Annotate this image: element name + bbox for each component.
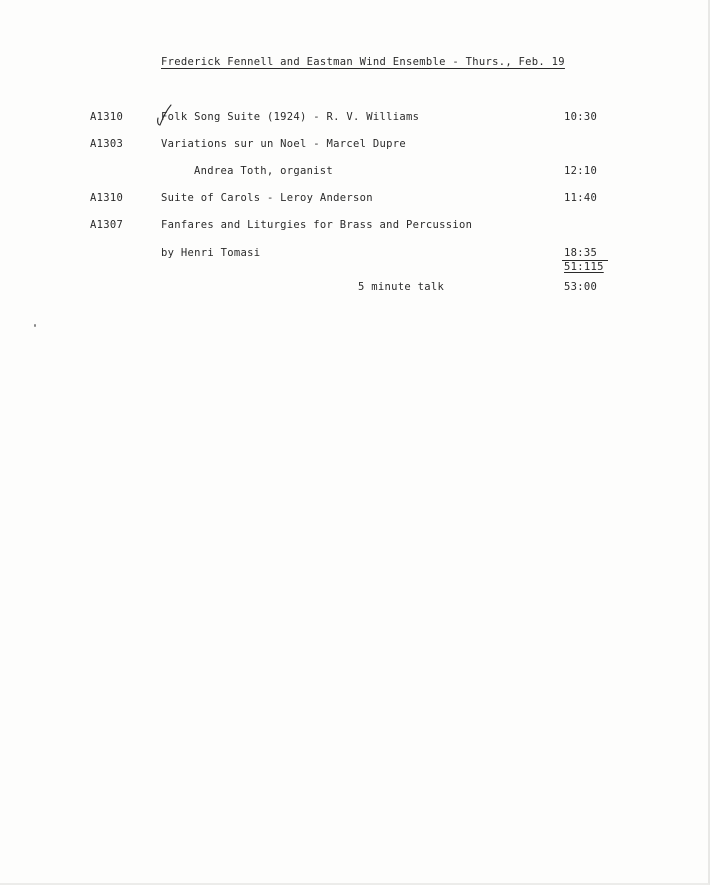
entry-description: Folk Song Suite (1924) - R. V. Williams bbox=[161, 111, 420, 123]
catalog-number: A1303 bbox=[90, 138, 124, 150]
talk-label: 5 minute talk bbox=[358, 281, 445, 293]
catalog-number: A1310 bbox=[90, 111, 124, 123]
entry-time: 12:10 bbox=[564, 165, 598, 177]
entry-time: 11:40 bbox=[564, 192, 598, 204]
catalog-number: A1307 bbox=[90, 219, 124, 231]
page-title: Frederick Fennell and Eastman Wind Ensemble - Thurs., Feb. 19 bbox=[161, 56, 565, 68]
entry-composer: by Henri Tomasi bbox=[161, 247, 261, 259]
entry-time: 18:35 bbox=[564, 247, 598, 259]
paper-speck bbox=[34, 324, 36, 327]
entry-description: Variations sur un Noel - Marcel Dupre bbox=[161, 138, 406, 150]
entry-description: Fanfares and Liturgies for Brass and Percussion bbox=[161, 219, 473, 231]
catalog-number: A1310 bbox=[90, 192, 124, 204]
entry-time: 10:30 bbox=[564, 111, 598, 123]
entry-performer: Andrea Toth, organist bbox=[194, 165, 334, 177]
total-time: 53:00 bbox=[564, 281, 598, 293]
subtotal-time: 51:115 bbox=[564, 261, 604, 273]
entry-description: Suite of Carols - Leroy Anderson bbox=[161, 192, 373, 204]
